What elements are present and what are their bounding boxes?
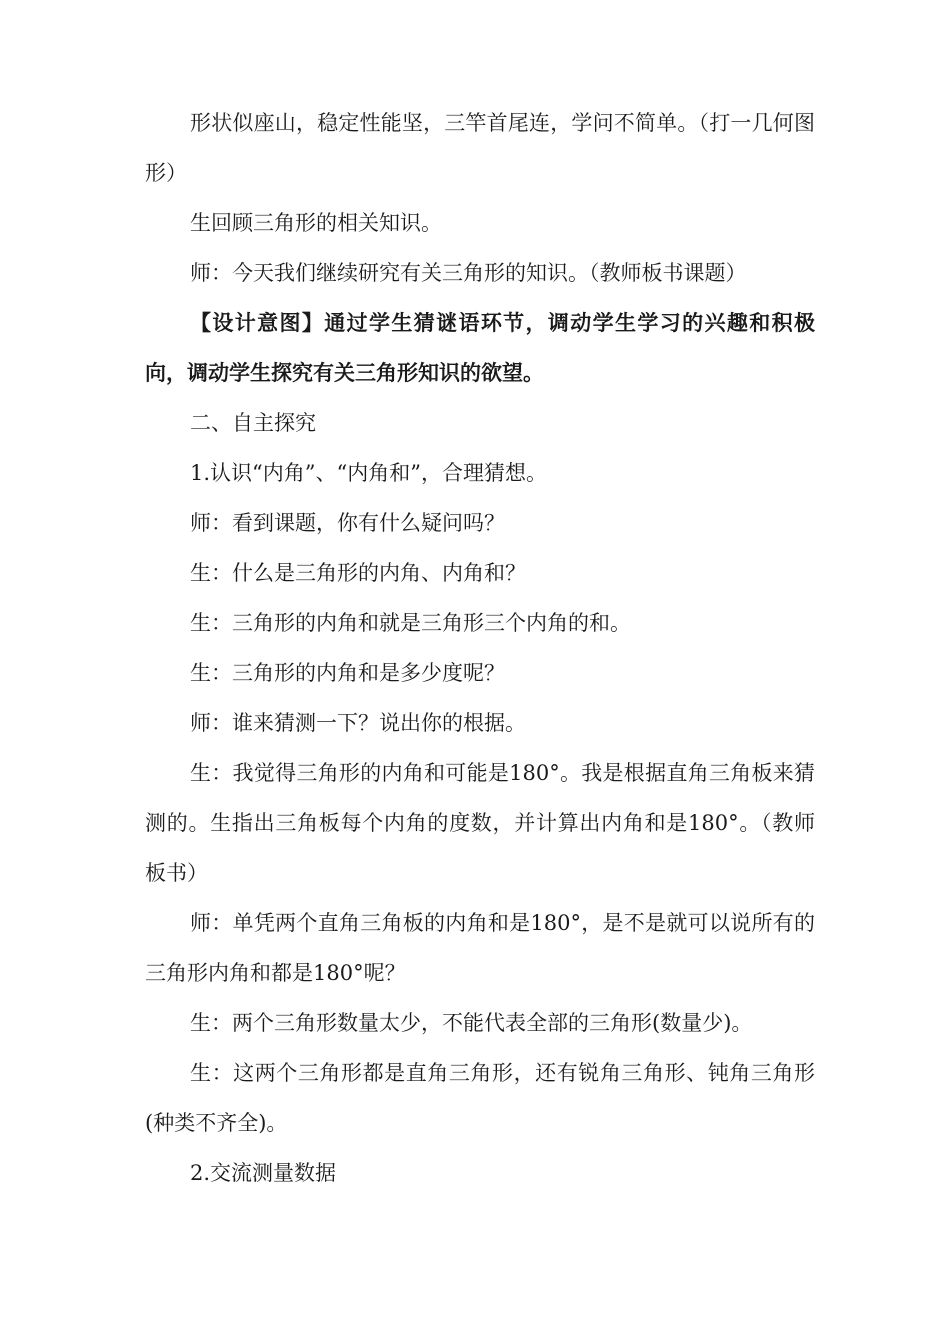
dialogue-paragraph: 生：三角形的内角和是多少度呢？ — [190, 661, 505, 685]
subsection-heading: 1.认识“内角”、“内角和”，合理猜想。 — [190, 461, 547, 485]
dialogue-paragraph: 生：我觉得三角形的内角和可能是180°。我是根据直角三角板来猜测的。生指出三角板每个内角的度数，并计算出内角和是180°。（教师板书） — [145, 761, 815, 885]
subsection-heading: 2.交流测量数据 — [190, 1161, 337, 1185]
teacher-intro-paragraph: 师：今天我们继续研究有关三角形的知识。（教师板书课题） — [190, 261, 747, 285]
dialogue-paragraph: 生：两个三角形数量太少，不能代表全部的三角形(数量少)。 — [190, 1011, 753, 1035]
dialogue-paragraph: 生：什么是三角形的内角、内角和？ — [190, 561, 526, 585]
section-heading: 二、自主探究 — [190, 411, 316, 435]
design-intent-paragraph: 【设计意图】通过学生猜谜语环节，调动学生学习的兴趣和积极向，调动学生探究有关三角形知识的欲望。 — [145, 311, 815, 385]
dialogue-paragraph: 师：看到课题，你有什么疑问吗？ — [190, 511, 505, 535]
dialogue-paragraph: 师：谁来猜测一下？说出你的根据。 — [190, 711, 526, 735]
student-review-paragraph: 生回顾三角形的相关知识。 — [190, 211, 442, 235]
dialogue-paragraph: 师：单凭两个直角三角板的内角和是180°，是不是就可以说所有的三角形内角和都是180°呢？ — [145, 911, 815, 985]
riddle-paragraph: 形状似座山，稳定性能坚，三竿首尾连，学问不简单。（打一几何图形） — [145, 111, 815, 185]
document-body — [145, 98, 815, 1198]
dialogue-paragraph: 生：这两个三角形都是直角三角形，还有锐角三角形、钝角三角形(种类不齐全)。 — [145, 1061, 815, 1135]
dialogue-paragraph: 生：三角形的内角和就是三角形三个内角的和。 — [190, 611, 631, 635]
